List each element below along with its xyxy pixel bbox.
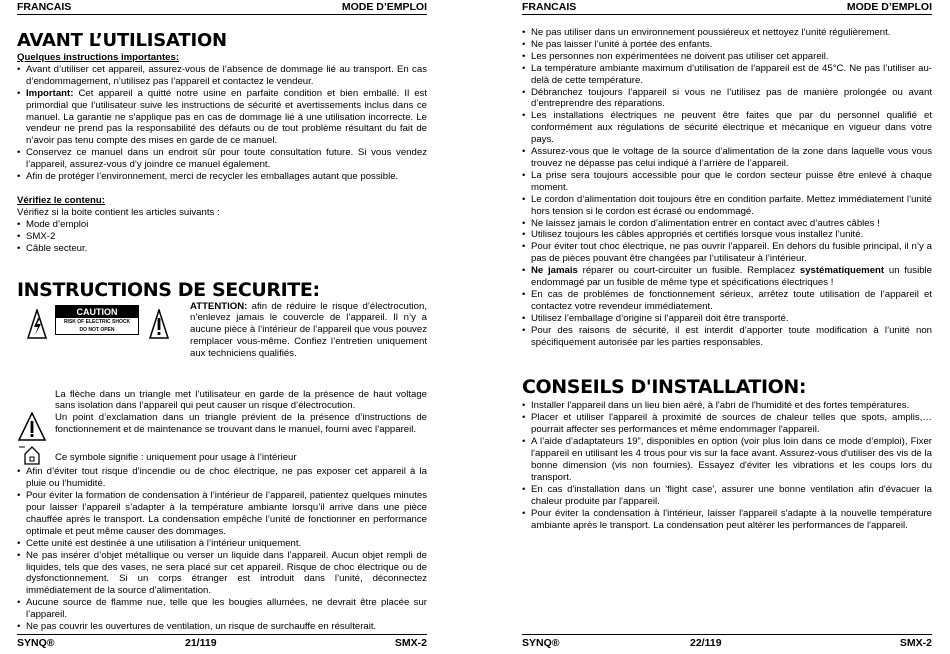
page-header <box>17 1 427 15</box>
list-item: • La température ambiante maximum d’utilisation de l’appareil est de 45°C. Ne pas l’utiliser au-delà de cette température. <box>522 63 932 87</box>
list-item: • Ne laissez jamais le cordon d’alimentation entrer en contact avec d’autres câbles ! <box>522 218 932 230</box>
contents-list <box>17 219 427 255</box>
header-language: FRANCAIS <box>17 1 72 13</box>
footer-brand: SYNQ® <box>17 637 55 649</box>
footer-brand: SYNQ® <box>522 637 560 649</box>
caution-line2: DO NOT OPEN <box>79 326 115 333</box>
attention-text-top <box>190 301 427 361</box>
important-text: Cet appareil a quitté notre usine en parfaite condition et bien emballé. Il est primordial que l’utilisateur suive les instructions de sécurité et avertissements inclus dans ce manuel. La garantie ne s’applique pas en cas de dommage lié à une utilisation incorrecte. Le vendeur ne prend pas la responsabilité des défauts ou de tout problème résultant du fait de n’avoir pas tenu compte des mises en garde de ce manuel. <box>26 87 427 147</box>
page-footer <box>522 634 932 650</box>
intro-list <box>17 64 427 183</box>
footer-model: SMX-2 <box>394 637 427 649</box>
footer-model: SMX-2 <box>899 637 932 649</box>
section-title-avant: AVANT L’UTILISATION <box>17 30 227 51</box>
list-item: • Aucune source de flamme nue, telle que les bougies allumées, ne devrait être placée sur l’appareil. <box>17 597 427 621</box>
subheading-contents: Vérifiez le contenu: <box>17 194 105 206</box>
section-title-installation: CONSEILS D'INSTALLATION: <box>522 376 807 399</box>
list-item: • Pour éviter la condensation à l'intérieur, laisser l'appareil s'adapte à la nouvelle température ambiante après le transport. La condensation peut altérer les performances de l'appareil. <box>522 508 932 532</box>
fuse-text-1: réparer ou court-circuiter un fusible. Remplacez <box>577 265 800 277</box>
exclamation-explanation <box>17 412 427 442</box>
list-item: • Avant d’utiliser cet appareil, assurez-vous de l’absence de dommage lié au transport. En cas d’endommagement, n’utilisez pas l’appareil et contactez le vendeur. <box>17 64 427 88</box>
lightning-icon <box>17 389 47 390</box>
list-item: • Utilisez toujours les câbles appropriés et certifiés lorsque vous installez l’unité. <box>522 229 932 241</box>
safety-list <box>17 466 427 633</box>
list-item <box>522 265 932 289</box>
list-item: • Le cordon d’alimentation doit toujours être en condition parfaite. Mettez immédiatement l’unité hors tension si le cordon est écrasé ou endommagé. <box>522 194 932 218</box>
list-item: • Afin de protéger l’environnement, merci de recycler les emballages autant que possible. <box>17 171 427 183</box>
indoor-text: Ce symbole signifie : uniquement pour usage à l’intérieur <box>55 452 297 464</box>
list-item: • Ne pas insérer d’objet métallique ou verser un liquide dans l’appareil. Aucun objet rempli de liquides, tels que des vases, ne sera placé sur cet appareil. Risque de choc électrique ou de dysfonctionnement. Si un corps étranger est introduit dans l’unité, déconnectez immédiatement de la source d’alimentation. <box>17 550 427 598</box>
important-label: Important: <box>26 87 74 99</box>
caution-label <box>55 305 139 335</box>
header-language: FRANCAIS <box>522 1 577 13</box>
list-item: • Installer l'appareil dans un lieu bien aéré, à l'abri de l'humidité et des fortes températures. <box>522 400 932 412</box>
list-item: • Placer et utiliser l'appareil à proximité de sources de chaleur telles que spots, amplis,… pourrait affecter ses performances et même endommager l'appareil. <box>522 412 932 436</box>
footer-page-number: 22/119 <box>690 637 722 649</box>
lightning-triangle-icon <box>27 309 47 339</box>
caution-line1: RISK OF ELECTRIC SHOCK <box>63 318 131 325</box>
exclamation-icon <box>17 412 47 442</box>
list-item: • Câble secteur. <box>17 243 427 255</box>
list-item: • Pour des raisons de sécurité, il est interdit d’apporter toute modification à l’unité non spécifiquement autorisée par les parties responsables. <box>522 325 932 349</box>
left-content <box>17 21 427 633</box>
indoor-explanation <box>17 444 427 466</box>
install-list <box>522 400 932 531</box>
caution-title: CAUTION <box>56 306 138 318</box>
list-item: • Ne pas couvrir les ouvertures de ventilation, un risque de surchauffe en résulterait. <box>17 621 427 633</box>
lightning-text: La flèche dans un triangle met l’utilisateur en garde de la présence de haut voltage sans isolation dans l’appareil qui peut causer un risque d’électrocution. <box>55 388 427 412</box>
footer-page-number: 21/119 <box>185 637 217 649</box>
list-item <box>17 88 427 148</box>
attention-text: afin de réduire le risque d’électrocution, n’enlevez jamais le couvercle de l’appareil. Il n’y a aucune pièce à l’intérieur de l’appareil que vous pouvez remplacer vous-même. Confiez l’entretien uniquement aux techniciens qualifiés. <box>190 300 427 360</box>
list-item: • Pour éviter la formation de condensation à l’intérieur de l’appareil, patientez quelques minutes pour laisser l’appareil s’adapter à la température ambiante lorsqu’il arrive dans une pièce chauffée après le transport. La condensation empêche l’unité de fonctionner en performance optimale et peut même causer des dommages. <box>17 490 427 538</box>
list-item: • Ne pas laisser l’unité à portée des enfants. <box>522 39 932 51</box>
fuse-bold-2: systématiquement <box>799 265 885 277</box>
exclamation-text: Un point d’exclamation dans un triangle prévient de la présence d’instructions de fonctionnement et de maintenance se trouvant dans le manuel, fourni avec l’appareil. <box>55 412 427 436</box>
right-content <box>522 27 932 531</box>
list-item: • Utilisez l’emballage d’origine si l’appareil doit être transporté. <box>522 313 932 325</box>
list-item: • En cas de problèmes de fonctionnement sérieux, arrêtez toute utilisation de l’appareil et contactez votre revendeur immédiatement. <box>522 289 932 313</box>
header-title: MODE D’EMPLOI <box>846 1 932 13</box>
list-item: • Cette unité est destinée à une utilisation à l’intérieur uniquement. <box>17 538 427 550</box>
header-title: MODE D’EMPLOI <box>341 1 427 13</box>
left-page <box>17 0 427 654</box>
list-item: • A l’aide d’adaptateurs 19”, disponibles en option (voir plus loin dans ce mode d’emploi), Fixer l'appareil en utilisant les 4 trous pour vis sur la face avant. Assurez-vous d'utiliser des vis de la bonne dimension (vis non fournies). Essayez d'éviter les vibrations et les coups lors du transport. <box>522 436 932 484</box>
subheading-instructions: Quelques instructions importantes: <box>17 52 180 63</box>
contents-intro: Vérifiez si la boite contient les articles suivants : <box>17 206 220 218</box>
list-item: • Conservez ce manuel dans un endroit sûr pour toute consultation future. Si vous vendez l’appareil, assurez-vous d’y joindre ce manuel également. <box>17 147 427 171</box>
page-footer <box>17 634 427 650</box>
right-page <box>522 0 932 654</box>
list-item: • SMX-2 <box>17 231 427 243</box>
list-item: • Pour éviter tout choc électrique, ne pas ouvrir l’appareil. En dehors du fusible principal, il n’y a pas de pièces pouvant être changées par l’utilisateur à l’intérieur. <box>522 241 932 265</box>
attention-label: ATTENTION: <box>190 300 248 312</box>
list-item: • Les installations électriques ne peuvent être faites que par du personnel qualifié et conformément aux régulations de sécurité électrique et mécanique en vigueur dans votre pays. <box>522 110 932 146</box>
page-header <box>522 1 932 15</box>
list-item: • Les personnes non expérimentées ne doivent pas utiliser cet appareil. <box>522 51 932 63</box>
exclamation-triangle-icon <box>149 309 169 339</box>
fuse-text-2: un fusible endommagé par un fusible de même type et spécifications électriques ! <box>531 265 932 289</box>
lightning-explanation <box>17 389 427 413</box>
list-item: • Ne pas utiliser dans un environnement poussiéreux et nettoyez l’unité régulièrement. <box>522 27 932 39</box>
list-item: • Débranchez toujours l’appareil si vous ne l’utilisez pas de manière prolongée ou avant d’entreprendre des réparations. <box>522 87 932 111</box>
caution-block <box>17 300 427 360</box>
list-item: • Assurez-vous que le voltage de la source d’alimentation de la zone dans laquelle vous vous trouvez ne dépasse pas celui indiqué à l’arrière de l’appareil. <box>522 146 932 170</box>
section-title-securite: INSTRUCTIONS DE SECURITE: <box>17 278 320 301</box>
indoor-house-icon <box>17 444 47 466</box>
list-item: • Mode d’emploi <box>17 219 427 231</box>
safety-list-continued <box>522 27 932 348</box>
fuse-bold-1: Ne jamais <box>531 265 578 277</box>
list-item: • En cas d'installation dans un 'flight case', assurer une bonne ventilation afin d'évacuer la chaleur produite par l'appareil. <box>522 484 932 508</box>
list-item: • Afin d’éviter tout risque d’incendie ou de choc électrique, ne pas exposer cet appareil à la pluie ou l’humidité. <box>17 466 427 490</box>
list-item: • La prise sera toujours accessible pour que le cordon secteur puisse être enlevé à chaque moment. <box>522 170 932 194</box>
